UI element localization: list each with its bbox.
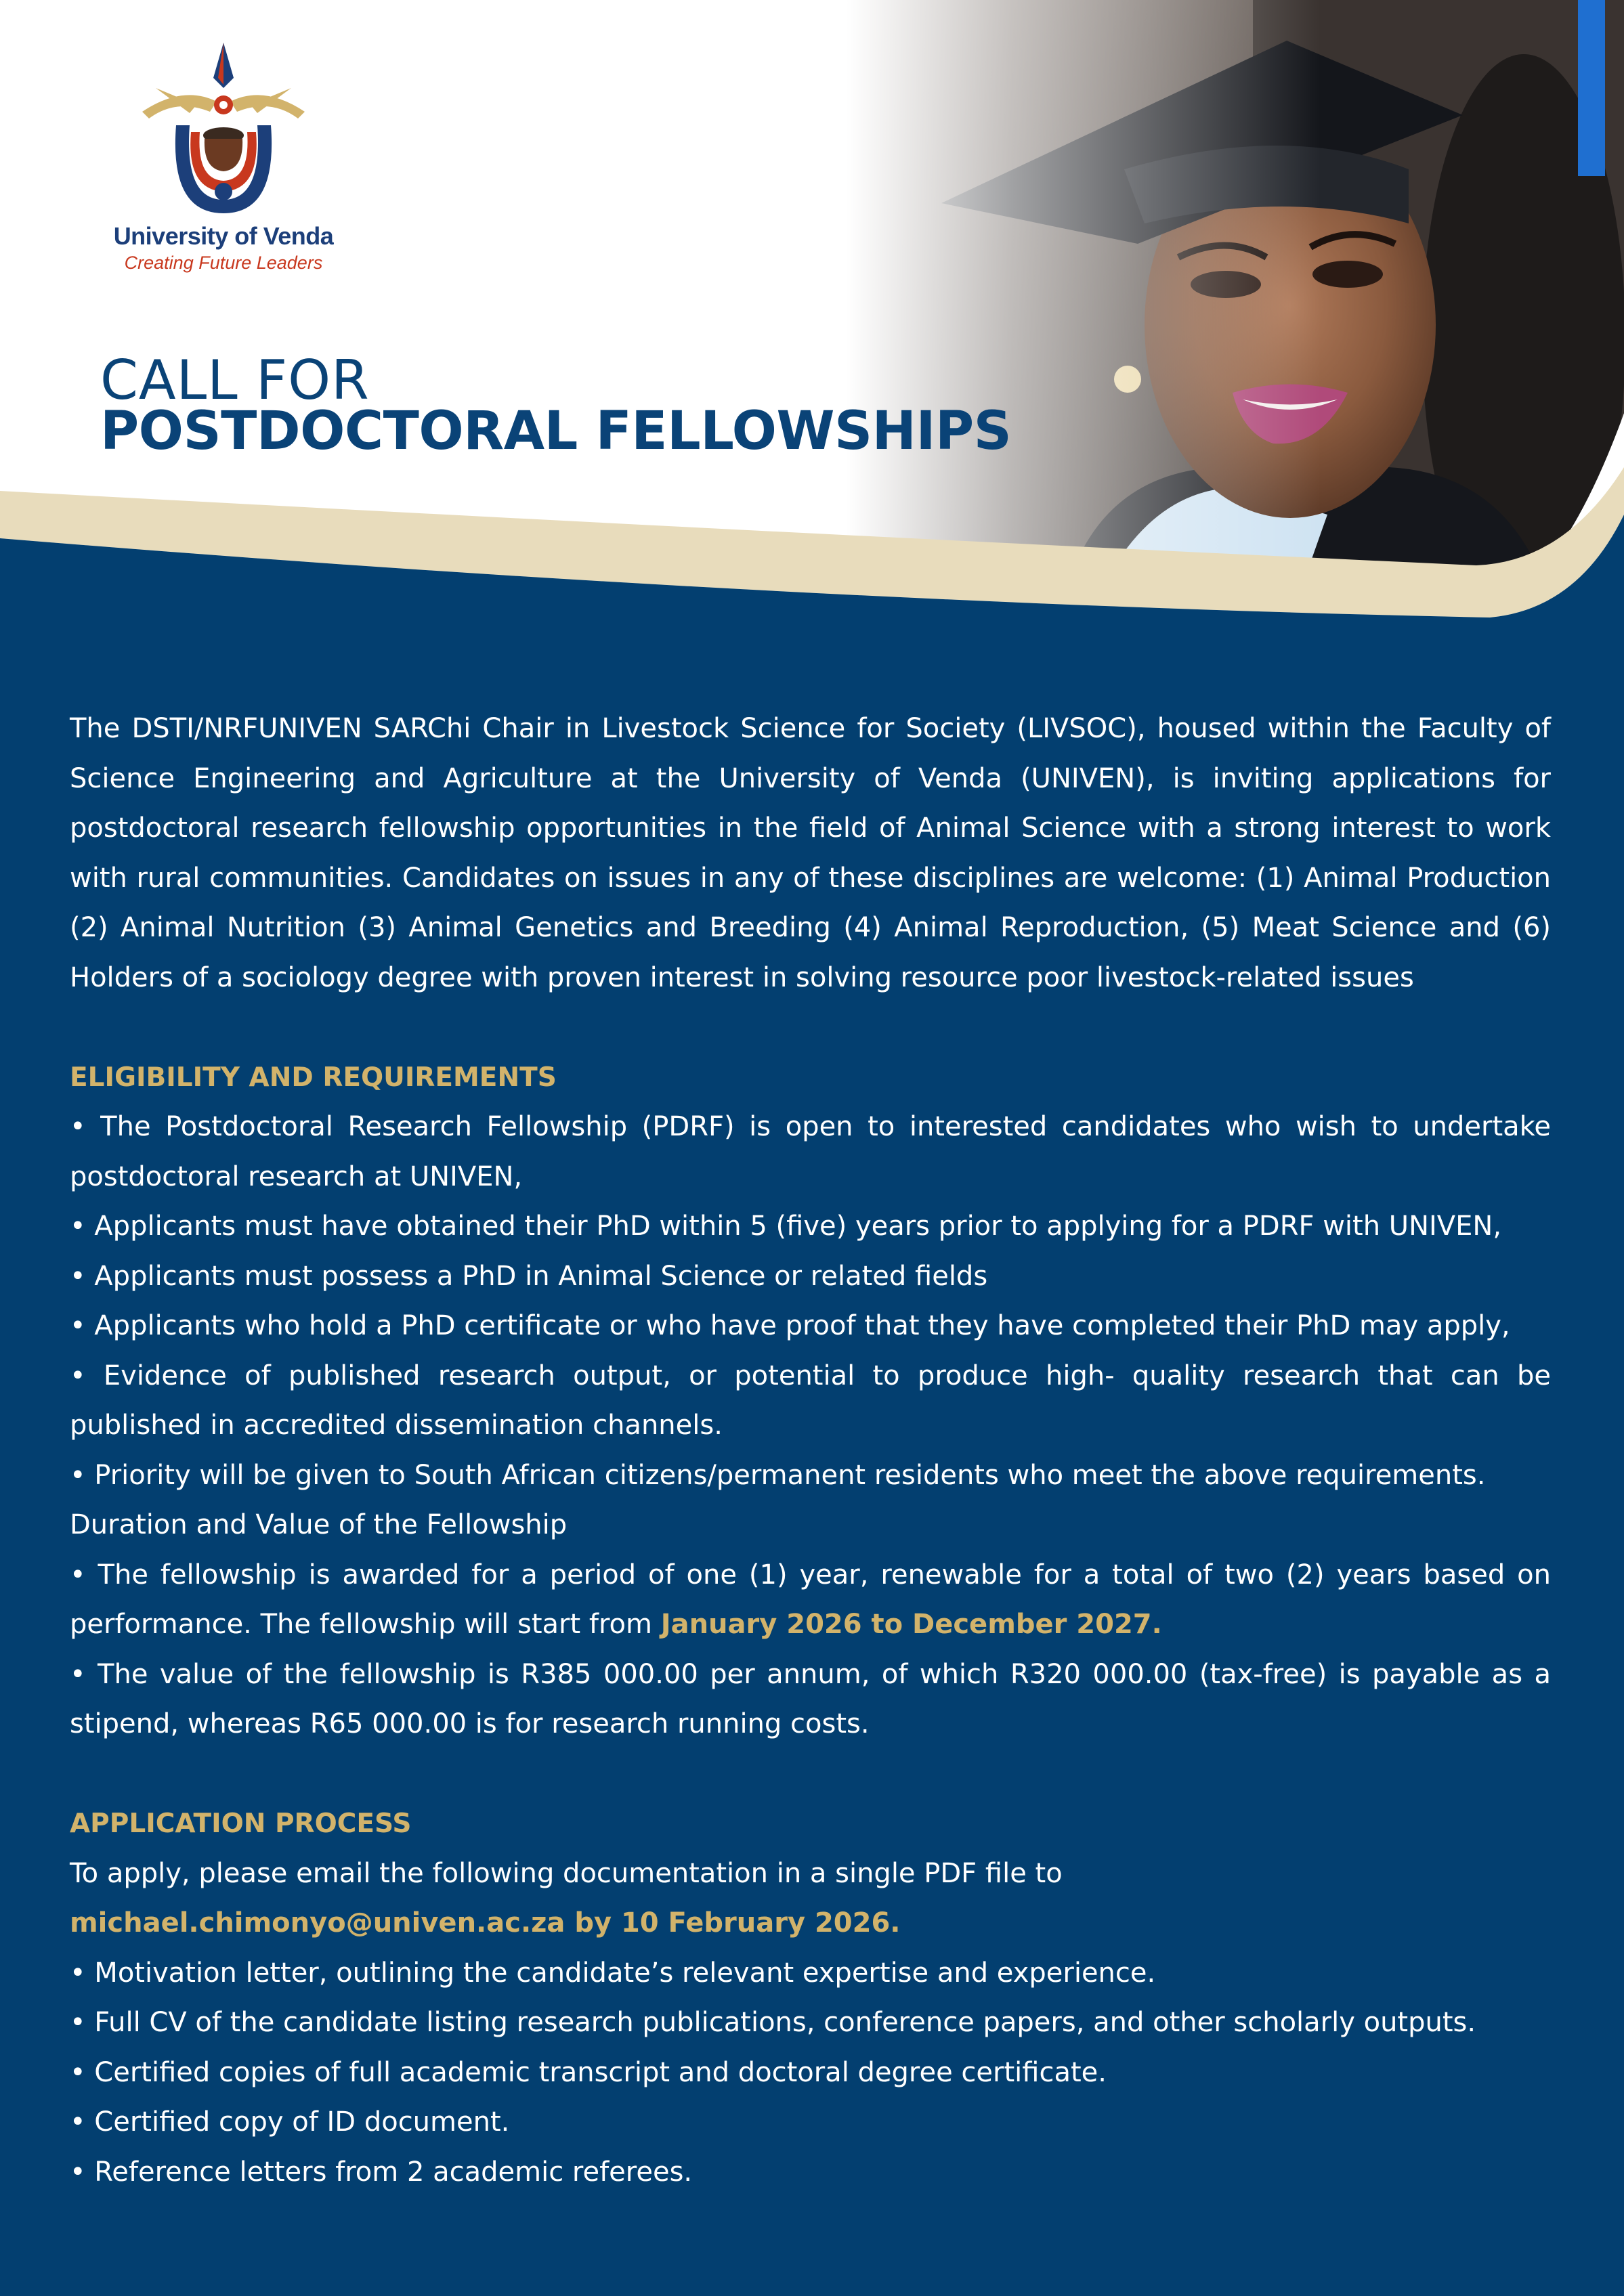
application-item: • Certified copy of ID document.: [70, 2106, 510, 2138]
eligibility-item: • Applicants who hold a PhD certificate or who have proof that they have completed their PhD may apply,: [70, 1310, 1510, 1341]
title-line-1: CALL FOR: [100, 349, 370, 412]
title-line-2: POSTDOCTORAL FELLOWSHIPS: [100, 401, 1012, 462]
eligibility-item: • The Postdoctoral Research Fellowship (PDRF) is open to interested candidates who wish to undertake postdoctoral research at UNIVEN,: [70, 1111, 1551, 1192]
university-tagline: Creating Future Leaders: [124, 253, 323, 273]
duration-item: [70, 1551, 1551, 1650]
application-heading: APPLICATION PROCESS: [70, 1808, 412, 1839]
application-item: • Certified copies of full academic transcript and doctoral degree certificate.: [70, 2056, 1107, 2088]
eligibility-item: • Applicants must possess a PhD in Animal Science or related fields: [70, 1260, 988, 1292]
graduate-portrait-photo: [847, 0, 1624, 630]
intro-paragraph: The DSTI/NRFUNIVEN SARChi Chair in Livestock Science for Society (LIVSOC), housed within the Faculty of Science Engineering and Agriculture at the University of Venda (UNIVEN), is inviting applications for postdoctoral research fellowship opportunities in the field of Animal Science with a strong interest to work with rural communities. Candidates on issues in any of these disciplines are welcome: (1) Animal Production (2) Animal Nutrition (3) Animal Genetics and Breeding (4) Animal Reproduction, (5) Meat Science and (6) Holders of a sociology degree with proven interest in solving resource poor livestock-related issues: [70, 713, 1551, 993]
value-item: • The value of the fellowship is R385 000.00 per annum, of which R320 000.00 (tax-free) is payable as a stipend, whereas R65 000.00 is for research running costs.: [70, 1658, 1551, 1739]
university-name: University of Venda: [113, 222, 334, 250]
duration-text: • The fellowship is awarded for a period of one (1) year, renewable for a total of two (2) years based on performance. The fellowship will start from: [70, 1559, 1551, 1640]
application-email-deadline[interactable]: michael.chimonyo@univen.ac.za by 10 February 2026.: [70, 1907, 901, 1938]
application-item: • Reference letters from 2 academic referees.: [70, 2156, 693, 2188]
eligibility-item: • Applicants must have obtained their PhD within 5 (five) years prior to applying for a PDRF with UNIVEN,: [70, 1211, 1502, 1242]
eligibility-heading: ELIGIBILITY AND REQUIREMENTS: [70, 1062, 557, 1093]
eligibility-item: • Priority will be given to South African citizens/permanent residents who meet the above requirements.: [70, 1459, 1486, 1491]
eligibility-item: • Evidence of published research output, or potential to produce high- quality research that can be published in accredited dissemination channels.: [70, 1360, 1551, 1441]
duration-subheading: Duration and Value of the Fellowship: [70, 1509, 568, 1540]
main-content: [70, 704, 1551, 2197]
header-banner: [0, 0, 1624, 630]
duration-dates: January 2026 to December 2027.: [660, 1609, 1162, 1640]
application-item: • Motivation letter, outlining the candidate’s relevant expertise and experience.: [70, 1957, 1156, 1989]
application-item: • Full CV of the candidate listing research publications, conference papers, and other scholarly outputs.: [70, 2007, 1476, 2038]
application-intro: To apply, please email the following documentation in a single PDF file to: [70, 1857, 1063, 1889]
